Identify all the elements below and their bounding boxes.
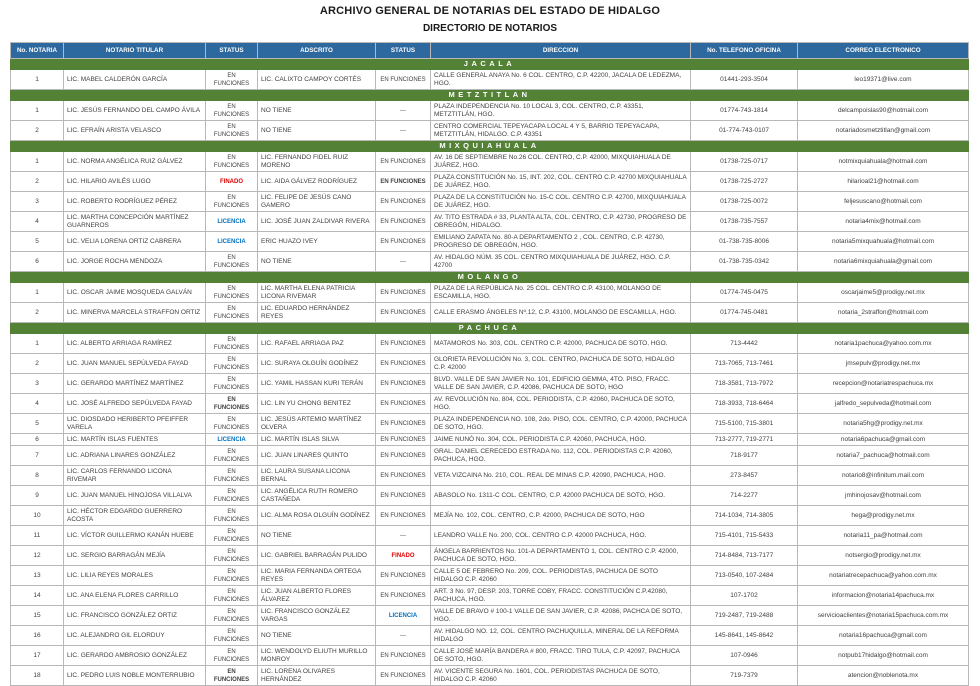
- table-row: [11, 526, 969, 546]
- cell-direccion: CALLE JOSÉ MARÍA BANDERA # 800, FRACC. TIRO TULA, C.P. 42097, PACHUCA DE SOTO, HGO.: [431, 646, 691, 666]
- cell-status-adscrito: EN FUNCIONES: [376, 586, 431, 606]
- cell-notaria-number: 4: [11, 212, 64, 232]
- directory-table-body: [11, 59, 969, 686]
- cell-direccion: ART. 3 No. 97, DESP. 203, TORRE COBY, FRACC. CONSTITUCIÓN C.P.42080, PACHUCA, HGO.: [431, 586, 691, 606]
- table-row: [11, 466, 969, 486]
- cell-status-titular: EN FUNCIONES: [206, 303, 258, 323]
- cell-notario-titular: LIC. HÉCTOR EDGARDO GUERRERO ACOSTA: [64, 506, 206, 526]
- table-row: [11, 232, 969, 252]
- cell-direccion: CALLE 5 DE FEBRERO No. 209, COL. PERIODISTAS, PACHUCA DE SOTO HIDALGO C.P. 42060: [431, 566, 691, 586]
- cell-correo: notaria4mix@hotmail.com: [798, 212, 969, 232]
- page-title: ARCHIVO GENERAL DE NOTARIAS DEL ESTADO DE HIDALGO: [319, 5, 661, 17]
- cell-telefono: 713-7065, 713-7461: [691, 354, 798, 374]
- cell-correo: notaria11_pa@hotmail.com: [798, 526, 969, 546]
- column-header-correo: CORREO ELECTRONICO: [798, 43, 969, 59]
- cell-direccion: CALLE ERASMO ÁNGELES Nº.12, C.P. 43100, MOLANGO DE ESCAMILLA, HGO.: [431, 303, 691, 323]
- cell-status-adscrito: EN FUNCIONES: [376, 646, 431, 666]
- cell-status-titular: EN FUNCIONES: [206, 486, 258, 506]
- cell-correo: servicioaclientes@notaria15pachuca.com.mx: [798, 606, 969, 626]
- section-title: PACHUCA: [11, 323, 969, 334]
- cell-notaria-number: 16: [11, 626, 64, 646]
- cell-correo: hega@prodigy.net.mx: [798, 506, 969, 526]
- cell-status-titular: EN FUNCIONES: [206, 566, 258, 586]
- table-row: [11, 303, 969, 323]
- table-row: [11, 374, 969, 394]
- cell-notario-titular: LIC. VÍCTOR GUILLERMO KANÁN HUEBE: [64, 526, 206, 546]
- cell-notaria-number: 1: [11, 334, 64, 354]
- cell-direccion: VALLE DE BRAVO # 100-1 VALLE DE SAN JAVIER, C.P. 42086, PACHCA DE SOTO, HGO.: [431, 606, 691, 626]
- cell-telefono: 01-738-735-0342: [691, 252, 798, 272]
- column-header-no-notaria: No. NOTARIA: [11, 43, 64, 59]
- cell-notaria-number: 6: [11, 252, 64, 272]
- cell-notario-titular: LIC. EFRAÍN ARISTA VELASCO: [64, 121, 206, 141]
- section-title: MOLANGO: [11, 272, 969, 283]
- cell-direccion: CALLE GENERAL ANAYA No. 6 COL. CENTRO, C.P. 42200, JACALA DE LEDEZMA, HGO.: [431, 70, 691, 90]
- cell-adscrito: LIC. ALMA ROSA OLGUÍN GODÍNEZ: [258, 506, 376, 526]
- cell-status-adscrito: EN FUNCIONES: [376, 506, 431, 526]
- cell-adscrito: LIC. LORENA OLIVARES HERNÁNDEZ: [258, 666, 376, 686]
- cell-status-titular: LICENCIA: [206, 232, 258, 252]
- cell-direccion: PLAZA DE LA CONSTITUCIÓN No. 15-C COL. CENTRO C.P. 42700, MIXQUIAHUALA DE JUÁREZ, HGO.: [431, 192, 691, 212]
- cell-adscrito: LIC. ANGÉLICA RUTH ROMERO CASTAÑEDA: [258, 486, 376, 506]
- table-row: [11, 283, 969, 303]
- cell-notaria-number: 5: [11, 232, 64, 252]
- cell-direccion: BLVD. VALLE DE SAN JAVIER No. 101, EDIFICIO GEMMA, 4TO. PISO, FRACC. VALLE DE SAN JAVIER, C.P. 42086, PACHUCA DE SOTO, HGO: [431, 374, 691, 394]
- cell-telefono: 713-0540, 107-2484: [691, 566, 798, 586]
- cell-adscrito: LIC. AIDA GÁLVEZ RODRÍGUEZ: [258, 172, 376, 192]
- cell-notaria-number: 3: [11, 374, 64, 394]
- cell-correo: notaria6mixquiahuala@gmail.com: [798, 252, 969, 272]
- cell-correo: informacion@notaria14pachuca.mx: [798, 586, 969, 606]
- cell-notario-titular: LIC. JUAN MANUEL SEPÚLVEDA FAYAD: [64, 354, 206, 374]
- cell-notario-titular: LIC. ALEJANDRO GIL ELORDUY: [64, 626, 206, 646]
- cell-notario-titular: LIC. GERARDO AMBROSIO GONZÁLEZ: [64, 646, 206, 666]
- table-row: [11, 414, 969, 434]
- cell-notario-titular: LIC. FRANCISCO GONZÁLEZ ORTIZ: [64, 606, 206, 626]
- cell-correo: notaria6pachuca@gmail.com: [798, 434, 969, 446]
- table-row: [11, 646, 969, 666]
- cell-correo: notsergio@prodigy.net.mx: [798, 546, 969, 566]
- cell-direccion: AV. 16 DE SEPTIEMBRE No.26 COL. CENTRO, C.P. 42000, MIXQUIAHUALA DE JUÁREZ, HGO.: [431, 152, 691, 172]
- cell-direccion: AV. TITO ESTRADA # 33, PLANTA ALTA, COL. CENTRO, C.P. 42730, PROGRESO DE OBREGÓN, HIDALGO.: [431, 212, 691, 232]
- page-subtitle: DIRECTORIO DE NOTARIOS: [422, 23, 558, 34]
- cell-notaria-number: 13: [11, 566, 64, 586]
- cell-adscrito: LIC. CALIXTO CAMPOY CORTÉS: [258, 70, 376, 90]
- cell-status-adscrito: EN FUNCIONES: [376, 666, 431, 686]
- cell-status-adscrito: EN FUNCIONES: [376, 172, 431, 192]
- cell-notario-titular: LIC. JOSÉ ALFREDO SEPÚLVEDA FAYAD: [64, 394, 206, 414]
- section-title: JACALA: [11, 59, 969, 70]
- cell-notario-titular: LIC. MARTÍN ISLAS FUENTES: [64, 434, 206, 446]
- cell-notaria-number: 1: [11, 283, 64, 303]
- cell-status-adscrito: EN FUNCIONES: [376, 394, 431, 414]
- table-row: [11, 354, 969, 374]
- cell-status-titular: EN FUNCIONES: [206, 526, 258, 546]
- cell-adscrito: ERIC HUAZO IVEY: [258, 232, 376, 252]
- cell-direccion: AV. REVOLUCIÓN No. 804, COL. PERIODISTA, C.P. 42060, PACHUCA DE SOTO, HGO.: [431, 394, 691, 414]
- cell-status-adscrito: FINADO: [376, 546, 431, 566]
- cell-notario-titular: LIC. MINERVA MARCELA STRAFFON ORTIZ: [64, 303, 206, 323]
- column-header-adscrito: ADSCRITO: [258, 43, 376, 59]
- cell-adscrito: LIC. GABRIEL BARRAGÁN PULIDO: [258, 546, 376, 566]
- cell-notaria-number: 17: [11, 646, 64, 666]
- cell-notario-titular: LIC. GERARDO MARTÍNEZ MARTÍNEZ: [64, 374, 206, 394]
- cell-notaria-number: 9: [11, 486, 64, 506]
- cell-notaria-number: 1: [11, 101, 64, 121]
- cell-status-adscrito: EN FUNCIONES: [376, 566, 431, 586]
- cell-status-titular: EN FUNCIONES: [206, 394, 258, 414]
- cell-adscrito: NO TIENE: [258, 121, 376, 141]
- cell-status-titular: EN FUNCIONES: [206, 626, 258, 646]
- cell-adscrito: NO TIENE: [258, 101, 376, 121]
- cell-status-titular: EN FUNCIONES: [206, 446, 258, 466]
- cell-correo: jmhinojosav@hotmail.com: [798, 486, 969, 506]
- cell-direccion: AV. HIDALGO NÚM. 35 COL. CENTRO MIXQUIAHUALA DE JUÁREZ, HGO. C.P. 42700: [431, 252, 691, 272]
- column-header-status-adscrito: STATUS: [376, 43, 431, 59]
- cell-telefono: 01738-725-0072: [691, 192, 798, 212]
- cell-notario-titular: LIC. JESÚS FERNANDO DEL CAMPO ÁVILA: [64, 101, 206, 121]
- cell-status-adscrito: —: [376, 252, 431, 272]
- cell-notaria-number: 6: [11, 434, 64, 446]
- table-row: [11, 212, 969, 232]
- cell-telefono: 01738-725-2727: [691, 172, 798, 192]
- cell-telefono: 718-3933, 718-6464: [691, 394, 798, 414]
- cell-direccion: PLAZA INDEPENDENCIA No. 10 LOCAL 3, COL. CENTRO, C.P. 43351, METZTITLÁN, HGO.: [431, 101, 691, 121]
- cell-telefono: 107-0946: [691, 646, 798, 666]
- cell-status-titular: EN FUNCIONES: [206, 334, 258, 354]
- cell-direccion: MATAMOROS No. 303, COL. CENTRO C.P. 42000, PACHUCA DE SOTO, HGO.: [431, 334, 691, 354]
- cell-notaria-number: 15: [11, 606, 64, 626]
- cell-adscrito: LIC. WENDOLYD ELIUTH MURILLO MONROY: [258, 646, 376, 666]
- section-header-jacala: [11, 59, 969, 70]
- table-row: [11, 486, 969, 506]
- cell-telefono: 01774-745-0481: [691, 303, 798, 323]
- cell-direccion: CENTRO COMERCIAL TEPEYACAPA LOCAL 4 Y 5, BARRIO TEPEYACAPA, METZTITLÁN, HIDALGO. C.P. 43351: [431, 121, 691, 141]
- cell-status-adscrito: —: [376, 101, 431, 121]
- cell-adscrito: LIC. MARTHA ELENA PATRICIA LICONA RIVEMAR: [258, 283, 376, 303]
- cell-direccion: MEJÍA No. 102, COL. CENTRO, C.P. 42000, PACHUCA DE SOTO, HGO: [431, 506, 691, 526]
- column-header-notario-titular: NOTARIO TITULAR: [64, 43, 206, 59]
- cell-telefono: 01738-725-0717: [691, 152, 798, 172]
- cell-notario-titular: LIC. JORGE ROCHA MENDOZA: [64, 252, 206, 272]
- cell-direccion: AV. HIDALGO NO. 12, COL. CENTRO PACHUQUILLA, MINERAL DE LA REFORMA HIDALGO: [431, 626, 691, 646]
- table-row: [11, 434, 969, 446]
- cell-adscrito: LIC. JUAN LINARES QUINTO: [258, 446, 376, 466]
- cell-telefono: 145-8641, 145-8642: [691, 626, 798, 646]
- cell-status-titular: EN FUNCIONES: [206, 192, 258, 212]
- cell-notaria-number: 5: [11, 414, 64, 434]
- cell-notaria-number: 14: [11, 586, 64, 606]
- cell-status-titular: EN FUNCIONES: [206, 646, 258, 666]
- cell-adscrito: LIC. SURAYA OLGUÍN GODÍNEZ: [258, 354, 376, 374]
- cell-correo: notaria16pachuca@gmail.com: [798, 626, 969, 646]
- cell-adscrito: NO TIENE: [258, 626, 376, 646]
- cell-telefono: 01738-735-7557: [691, 212, 798, 232]
- cell-adscrito: LIC. RAFAEL ARRIAGA PAZ: [258, 334, 376, 354]
- cell-correo: notariatrecepachuca@yahoo.com.mx: [798, 566, 969, 586]
- table-header: [11, 43, 969, 59]
- cell-direccion: LEANDRO VALLE No. 200, COL. CENTRO C.P. 42000 PACHUCA, HGO.: [431, 526, 691, 546]
- table-row: [11, 334, 969, 354]
- cell-status-adscrito: EN FUNCIONES: [376, 212, 431, 232]
- cell-telefono: 718-3581, 713-7972: [691, 374, 798, 394]
- cell-status-adscrito: EN FUNCIONES: [376, 152, 431, 172]
- cell-notaria-number: 11: [11, 526, 64, 546]
- cell-correo: notaria7_pachuca@hotmail.com: [798, 446, 969, 466]
- cell-adscrito: LIC. JESÚS ARTEMIO MARTÍNEZ OLVERA: [258, 414, 376, 434]
- cell-status-titular: EN FUNCIONES: [206, 546, 258, 566]
- cell-status-titular: EN FUNCIONES: [206, 354, 258, 374]
- section-header-pachuca: [11, 323, 969, 334]
- cell-status-titular: EN FUNCIONES: [206, 374, 258, 394]
- cell-notario-titular: LIC. MABEL CALDERÓN GARCÍA: [64, 70, 206, 90]
- cell-correo: notmixquiahuala@hotmail.com: [798, 152, 969, 172]
- cell-correo: atencion@noblenota.mx: [798, 666, 969, 686]
- cell-notario-titular: LIC. ROBERTO RODRÍGUEZ PÉREZ: [64, 192, 206, 212]
- cell-notaria-number: 7: [11, 446, 64, 466]
- cell-status-adscrito: EN FUNCIONES: [376, 334, 431, 354]
- table-row: [11, 666, 969, 686]
- cell-notaria-number: 3: [11, 192, 64, 212]
- cell-notaria-number: 1: [11, 152, 64, 172]
- cell-correo: leo19371@live.com: [798, 70, 969, 90]
- table-row: [11, 152, 969, 172]
- table-row: [11, 252, 969, 272]
- cell-notaria-number: 12: [11, 546, 64, 566]
- cell-correo: hilarioal21@hotmail.com: [798, 172, 969, 192]
- cell-status-titular: LICENCIA: [206, 434, 258, 446]
- cell-status-adscrito: EN FUNCIONES: [376, 486, 431, 506]
- cell-telefono: 714-2277: [691, 486, 798, 506]
- cell-direccion: JAIME NUNÓ No. 304, COL. PERIODISTA C.P. 42060, PACHUCA, HGO.: [431, 434, 691, 446]
- cell-correo: notariadosmetztitlan@gmail.com: [798, 121, 969, 141]
- cell-correo: oscarjaime5@prodigy.net.mx: [798, 283, 969, 303]
- cell-notario-titular: LIC. JUAN MANUEL HINOJOSA VILLALVA: [64, 486, 206, 506]
- cell-status-titular: EN FUNCIONES: [206, 606, 258, 626]
- cell-notario-titular: LIC. PEDRO LUIS NOBLE MONTERRUBIO: [64, 666, 206, 686]
- column-header-telefono: No. TELEFONO OFICINA: [691, 43, 798, 59]
- cell-correo: jalfredo_sepulveda@hotmail.com: [798, 394, 969, 414]
- cell-status-titular: EN FUNCIONES: [206, 101, 258, 121]
- cell-notario-titular: LIC. VELIA LORENA ORTIZ CABRERA: [64, 232, 206, 252]
- cell-status-adscrito: —: [376, 121, 431, 141]
- cell-status-titular: EN FUNCIONES: [206, 152, 258, 172]
- table-row: [11, 626, 969, 646]
- cell-notario-titular: LIC. CARLOS FERNANDO LICONA RIVEMAR: [64, 466, 206, 486]
- cell-notaria-number: 8: [11, 466, 64, 486]
- notary-directory-table: [10, 42, 969, 686]
- cell-status-adscrito: EN FUNCIONES: [376, 303, 431, 323]
- cell-adscrito: LIC. FELIPE DE JESÚS CANO GAMERO: [258, 192, 376, 212]
- cell-notario-titular: LIC. HILARIO AVILÉS LUGO: [64, 172, 206, 192]
- cell-status-titular: EN FUNCIONES: [206, 121, 258, 141]
- cell-correo: feljesuscano@hotmail.com: [798, 192, 969, 212]
- cell-adscrito: NO TIENE: [258, 526, 376, 546]
- cell-correo: notpub17hidalgo@hotmail.com: [798, 646, 969, 666]
- cell-correo: recepcion@notariatrespachuca.mx: [798, 374, 969, 394]
- cell-status-adscrito: EN FUNCIONES: [376, 283, 431, 303]
- cell-notaria-number: 2: [11, 303, 64, 323]
- header-row: [11, 43, 969, 59]
- cell-status-adscrito: EN FUNCIONES: [376, 232, 431, 252]
- cell-correo: notaria1pachuca@yahoo.com.mx: [798, 334, 969, 354]
- cell-adscrito: LIC. MARTÍN ISLAS SILVA: [258, 434, 376, 446]
- cell-status-adscrito: —: [376, 626, 431, 646]
- cell-direccion: VETA VIZCAINA No. 210, COL. REAL DE MINAS C.P. 42090, PACHUCA, HGO.: [431, 466, 691, 486]
- table-row: [11, 446, 969, 466]
- cell-telefono: 719-7379: [691, 666, 798, 686]
- cell-adscrito: LIC. EDUARDO HERNÁNDEZ REYES: [258, 303, 376, 323]
- cell-correo: notaria5hg@prodigy.net.mx: [798, 414, 969, 434]
- cell-status-adscrito: EN FUNCIONES: [376, 466, 431, 486]
- cell-direccion: AV. VICENTE SEGURA No. 1601, COL. PERIODISTAS PACHUCA DE SOTO, HIDALGO C.P. 42060: [431, 666, 691, 686]
- cell-telefono: 718-9177: [691, 446, 798, 466]
- table-row: [11, 172, 969, 192]
- cell-status-titular: EN FUNCIONES: [206, 506, 258, 526]
- cell-correo: notaria5mixquahuala@hotmail.com: [798, 232, 969, 252]
- cell-direccion: PLAZA CONSTITUCIÓN No. 15, INT. 202, COL. CENTRO C.P. 42700 MIXQUIAHUALA DE JUÁREZ, HGO.: [431, 172, 691, 192]
- column-header-status-titular: STATUS: [206, 43, 258, 59]
- cell-notario-titular: LIC. OSCAR JAIME MOSQUEDA GALVÁN: [64, 283, 206, 303]
- cell-direccion: PLAZA DE LA REPÚBLICA No. 25 COL. CENTRO C.P. 43100, MOLANGO DE ESCAMILLA, HGO.: [431, 283, 691, 303]
- cell-status-titular: EN FUNCIONES: [206, 283, 258, 303]
- cell-direccion: PLAZA INDEPENDENCIA NO. 108, 2do. PISO, COL. CENTRO, C.P. 42000, PACHUCA DE SOTO, HGO.: [431, 414, 691, 434]
- cell-direccion: ABASOLO No. 1311-C COL. CENTRO, C.P. 42000 PACHUCA DE SOTO, HGO.: [431, 486, 691, 506]
- cell-notaria-number: 2: [11, 121, 64, 141]
- cell-telefono: 715-4101, 715-5433: [691, 526, 798, 546]
- cell-telefono: 01-774-743-0107: [691, 121, 798, 141]
- cell-status-adscrito: EN FUNCIONES: [376, 414, 431, 434]
- cell-notaria-number: 4: [11, 394, 64, 414]
- cell-status-titular: EN FUNCIONES: [206, 414, 258, 434]
- cell-telefono: 01774-745-0475: [691, 283, 798, 303]
- section-header-molango: [11, 272, 969, 283]
- cell-status-adscrito: LICENCIA: [376, 606, 431, 626]
- section-title: MIXQUIAHUALA: [11, 141, 969, 152]
- document-header: [0, 5, 980, 34]
- cell-status-adscrito: —: [376, 526, 431, 546]
- cell-notario-titular: LIC. ADRIANA LINARES GONZÁLEZ: [64, 446, 206, 466]
- table-row: [11, 121, 969, 141]
- table-row: [11, 192, 969, 212]
- cell-notario-titular: LIC. ALBERTO ARRIAGA RAMÍREZ: [64, 334, 206, 354]
- cell-adscrito: LIC. LAURA SUSANA LICONA BERNAL: [258, 466, 376, 486]
- cell-adscrito: NO TIENE: [258, 252, 376, 272]
- cell-status-titular: EN FUNCIONES: [206, 466, 258, 486]
- cell-notaria-number: 2: [11, 354, 64, 374]
- table-row: [11, 101, 969, 121]
- cell-adscrito: LIC. FERNANDO FIDEL RUIZ MORENO: [258, 152, 376, 172]
- cell-status-titular: EN FUNCIONES: [206, 586, 258, 606]
- cell-direccion: GLORIETA REVOLUCIÓN No. 3, COL. CENTRO, PACHUCA DE SOTO, HIDALGO C.P. 42000: [431, 354, 691, 374]
- cell-notaria-number: 2: [11, 172, 64, 192]
- cell-adscrito: LIC. LIN YU CHONG BENITEZ: [258, 394, 376, 414]
- cell-adscrito: LIC. FRANCISCO GONZÁLEZ VARGAS: [258, 606, 376, 626]
- section-header-metztitlan: [11, 90, 969, 101]
- cell-notario-titular: LIC. NORMA ANGÉLICA RUIZ GÁLVEZ: [64, 152, 206, 172]
- cell-status-adscrito: EN FUNCIONES: [376, 446, 431, 466]
- cell-status-titular: LICENCIA: [206, 212, 258, 232]
- table-row: [11, 394, 969, 414]
- cell-correo: notario8@infinitum.mail.com: [798, 466, 969, 486]
- cell-notaria-number: 10: [11, 506, 64, 526]
- cell-telefono: 273-8457: [691, 466, 798, 486]
- cell-telefono: 01774-743-1814: [691, 101, 798, 121]
- cell-status-titular: EN FUNCIONES: [206, 252, 258, 272]
- cell-telefono: 01-738-735-8006: [691, 232, 798, 252]
- cell-adscrito: LIC. JUAN ALBERTO FLORES ÁLVAREZ: [258, 586, 376, 606]
- cell-telefono: 719-2487, 719-2488: [691, 606, 798, 626]
- section-header-mixquiahuala: [11, 141, 969, 152]
- cell-status-adscrito: EN FUNCIONES: [376, 192, 431, 212]
- cell-telefono: 01441-293-3504: [691, 70, 798, 90]
- cell-direccion: ÁNGELA BARRIENTOS No. 101-A DEPARTAMENTO 1, COL. CENTRO C.P. 42000, PACHUCA DE SOTO, HGO.: [431, 546, 691, 566]
- cell-status-adscrito: EN FUNCIONES: [376, 374, 431, 394]
- cell-status-adscrito: EN FUNCIONES: [376, 354, 431, 374]
- cell-direccion: EMILIANO ZAPATA No. 80-A DEPARTAMENTO 2 , COL. CENTRO, C.P. 42730, PROGRESO DE OBREGÓN, HGO.: [431, 232, 691, 252]
- cell-telefono: 107-1702: [691, 586, 798, 606]
- cell-direccion: GRAL. DANIEL CERECEDO ESTRADA No. 112, COL. PERIODISTAS C.P. 42060, PACHUCA, HGO.: [431, 446, 691, 466]
- table-row: [11, 546, 969, 566]
- cell-notario-titular: LIC. ANA ELENA FLORES CARRILLO: [64, 586, 206, 606]
- cell-correo: jmsepulv@prodigy.net.mx: [798, 354, 969, 374]
- table-row: [11, 586, 969, 606]
- cell-status-titular: EN FUNCIONES: [206, 70, 258, 90]
- cell-adscrito: LIC. YAMIL HASSAN KURI TERÁN: [258, 374, 376, 394]
- cell-adscrito: LIC. JOSÉ JUAN ZALDIVAR RIVERA: [258, 212, 376, 232]
- cell-notario-titular: LIC. DIOSDADO HERIBERTO PFEIFFER VARELA: [64, 414, 206, 434]
- cell-status-titular: EN FUNCIONES: [206, 666, 258, 686]
- cell-telefono: 713-2777, 719-2771: [691, 434, 798, 446]
- cell-notario-titular: LIC. SERGIO BARRAGÁN MEJÍA: [64, 546, 206, 566]
- cell-telefono: 715-5100, 715-3801: [691, 414, 798, 434]
- table-row: [11, 70, 969, 90]
- cell-telefono: 714-8484, 713-7177: [691, 546, 798, 566]
- cell-status-titular: FINADO: [206, 172, 258, 192]
- cell-notario-titular: LIC. MARTHA CONCEPCIÓN MARTÍNEZ GUARNEROS: [64, 212, 206, 232]
- cell-correo: notaria_2straffon@hotmail.com: [798, 303, 969, 323]
- cell-status-adscrito: EN FUNCIONES: [376, 434, 431, 446]
- cell-correo: delcampoislas90@hotmail.com: [798, 101, 969, 121]
- table-row: [11, 506, 969, 526]
- section-title: METZTITLAN: [11, 90, 969, 101]
- table-row: [11, 566, 969, 586]
- cell-telefono: 713-4442: [691, 334, 798, 354]
- cell-notaria-number: 1: [11, 70, 64, 90]
- column-header-direccion: DIRECCION: [431, 43, 691, 59]
- cell-status-adscrito: EN FUNCIONES: [376, 70, 431, 90]
- cell-notaria-number: 18: [11, 666, 64, 686]
- cell-adscrito: LIC. MARIA FERNANDA ORTEGA REYES: [258, 566, 376, 586]
- cell-notario-titular: LIC. LILIA REYES MORALES: [64, 566, 206, 586]
- cell-telefono: 714-1034, 714-3805: [691, 506, 798, 526]
- table-row: [11, 606, 969, 626]
